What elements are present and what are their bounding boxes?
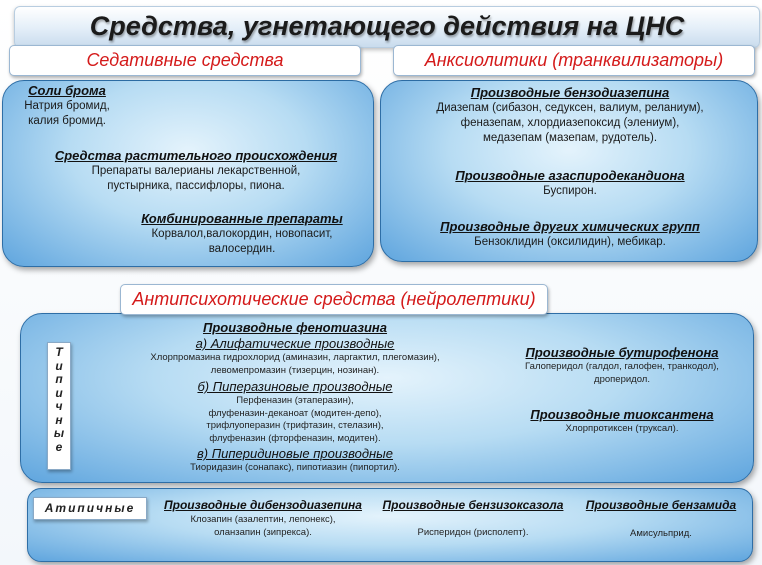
thioxanthene-block	[500, 406, 744, 436]
bromide-line2: калия бромид.	[28, 115, 106, 127]
piperidine-heading: в) Пиперидиновые производные	[197, 446, 393, 461]
typical-letter: и	[55, 385, 63, 400]
other-line1: Бензоклидин (оксилидин), мебикар.	[474, 236, 666, 248]
anxiolytics-label: Анксиолитики (транквилизаторы)	[393, 45, 755, 76]
plant-line1: Препараты валерианы лекарственной,	[91, 165, 301, 177]
bromide-heading: Соли брома	[28, 83, 106, 98]
antipsychotic-label: Антипсихотические средства (нейролептики)	[120, 284, 548, 315]
piperidine-line1: Тиоридазин (сонапакс), пипотиазин (пипортил).	[190, 462, 400, 473]
dibenzodiazepine-block	[154, 497, 372, 539]
benzisoxazole-line1: Рисперидон (рисполепт).	[417, 527, 529, 538]
page-title: Средства, угнетающего действия на ЦНС	[89, 11, 685, 41]
piperazine-heading: б) Пиперазиновые производные	[197, 379, 393, 394]
other-heading: Производные других химических групп	[440, 219, 700, 234]
aliphatic-line2: левомепромазин (тизерцин, нозинан).	[210, 364, 380, 376]
butyrophenone-line2: дроперидол.	[594, 373, 650, 385]
dibenzodiazepine-line1: Клозапин (азалептин, лепонекс),	[190, 514, 336, 525]
benzo-heading: Производные бензодиазепина	[470, 85, 670, 100]
title-bar	[14, 6, 760, 48]
other-block	[392, 218, 748, 250]
typical-letter: н	[55, 412, 63, 427]
combined-line2: валосердин.	[208, 243, 276, 255]
typical-letter: ы	[53, 426, 65, 440]
typical-vertical-label	[47, 342, 71, 470]
typical-letter: Т	[55, 345, 63, 359]
plant-line2: пустырника, пассифлоры, пиона.	[107, 180, 285, 192]
plant-block	[30, 147, 362, 194]
piperazine-line3: трифлуоперазин (трифтазин, стелазин),	[206, 420, 384, 431]
combined-block	[118, 210, 366, 257]
bromide-line1: Натрия бромид,	[24, 100, 110, 112]
piperazine-line1: Перфеназин (этаперазин),	[236, 395, 354, 406]
bromide-block	[6, 82, 128, 129]
benzamide-block	[576, 497, 746, 541]
typical-letter: е	[55, 439, 63, 454]
combined-heading: Комбинированные препараты	[141, 211, 343, 226]
aliphatic-heading: а) Алифатические производные	[195, 336, 395, 351]
benzisoxazole-block	[374, 497, 572, 540]
typical-letter: ч	[55, 399, 63, 413]
phenothiazine-heading: Производные фенотиазина	[202, 320, 388, 335]
benzo-line1: Диазепам (сибазон, седуксен, валиум, реланиум),	[436, 102, 704, 114]
aza-line1: Буспирон.	[543, 185, 597, 197]
typical-letter: п	[55, 372, 63, 386]
butyrophenone-block	[500, 344, 744, 386]
thioxanthene-heading: Производные тиоксантена	[530, 407, 714, 422]
benzisoxazole-heading: Производные бензизоксазола	[382, 498, 564, 512]
dibenzodiazepine-line2: оланзапин (зипрекса).	[214, 526, 312, 538]
benzamide-heading: Производные бензамида	[585, 498, 737, 512]
aliphatic-line1: Хлорпромазина гидрохлорид (аминазин, ларгактил, плегомазин),	[150, 352, 440, 363]
butyrophenone-heading: Производные бутирофенона	[525, 345, 719, 360]
benzamide-line1: Амисульприд.	[630, 528, 692, 539]
aza-block	[392, 167, 748, 199]
benzo-block	[392, 84, 748, 146]
combined-line1: Корвалол,валокордин, новопасит,	[151, 228, 333, 240]
thioxanthene-line1: Хлорпротиксен (труксал).	[565, 423, 679, 434]
atypical-label: Атипичные	[33, 497, 147, 520]
piperazine-line4: флуфеназин (фторфеназин, модитен).	[209, 432, 381, 444]
typical-letter: и	[55, 358, 63, 373]
sedative-label: Седативные средства	[9, 45, 361, 76]
plant-heading: Средства растительного происхождения	[54, 148, 338, 163]
benzo-line2: феназепам, хлордиазепоксид (элениум),	[460, 117, 680, 129]
phenothiazine-block	[110, 319, 480, 475]
aza-heading: Производные азаспиродекандиона	[455, 168, 685, 183]
butyrophenone-line1: Галоперидол (галдол, галофен, транкодол),	[525, 361, 719, 372]
benzo-line3: медазепам (мазепам, рудотель).	[482, 132, 658, 144]
dibenzodiazepine-heading: Производные дибензодиазепина	[164, 498, 362, 512]
piperazine-line2: флуфеназин-деканоат (модитен-депо),	[208, 407, 382, 419]
